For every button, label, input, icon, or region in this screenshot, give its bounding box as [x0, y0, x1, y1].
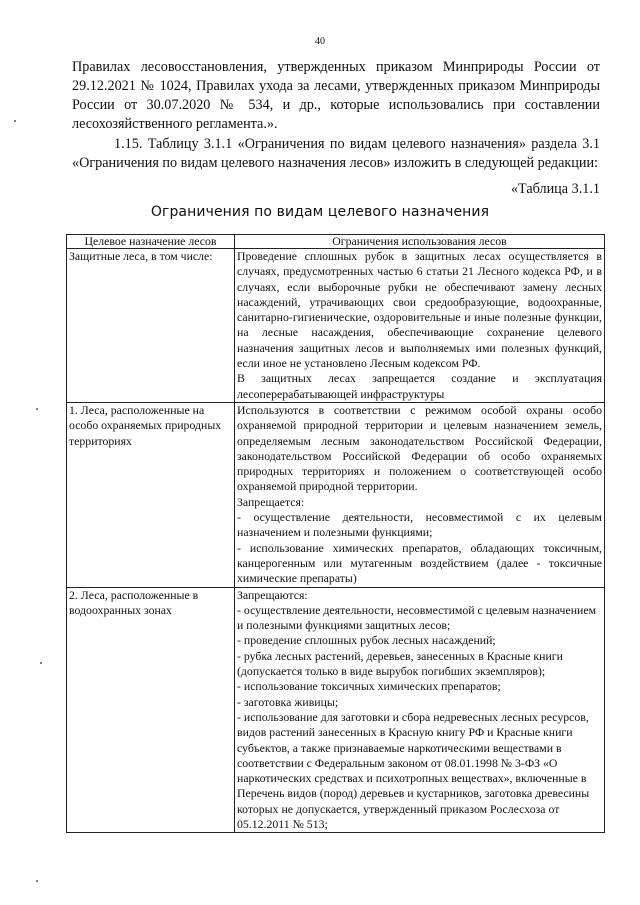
- page-number: 40: [315, 36, 325, 47]
- table-title: Ограничения по видам целевого назначения: [150, 204, 490, 220]
- table-row: [67, 249, 605, 403]
- restriction-text: Запрещаются:: [237, 587, 308, 602]
- restrictions-cell: [235, 587, 605, 833]
- scan-speck: [36, 880, 38, 882]
- restriction-text: - осуществление деятельности, несовместимой с их целевым назначением и полезными функциями;: [237, 510, 602, 540]
- restriction-text: Проведение сплошных рубок в защитных лесах осуществляется в случаях, предусмотренных частью 6 статьи 21 Лесного кодекса РФ, и в случаях, если выборочные рубки не обеспечивают замену лесных насаждений, утрачивающих свои средообразующие, водоохранные, санитарно-гигиенические, оздоровительные и иные полезные функции, на лесные насаждения, обеспечивающие сохранение целевого назначения защитных лесов и выполняемых ими полезных функций, если иное не установлено Лесным кодексом РФ.: [237, 249, 602, 371]
- column-header-restrictions: Ограничения использования лесов: [235, 235, 605, 249]
- restriction-text: - осуществление деятельности, несовместимой с целевым назначением и полезными функциями защитных лесов;: [237, 602, 597, 633]
- restriction-text: - проведение сплошных рубок лесных насаждений;: [237, 633, 496, 648]
- scan-speck: [14, 120, 16, 122]
- restriction-text: - использование химических препаратов, обладающих токсичным, канцерогенным или мутагенным воздействием (далее - токсичные химические препараты): [237, 540, 602, 586]
- table-row: [67, 587, 605, 833]
- purpose-cell: 1. Леса, расположенные на особо охраняемых природных территориях: [67, 402, 235, 587]
- restrictions-cell: [235, 249, 605, 403]
- scan-speck: [36, 408, 38, 410]
- restriction-text: - использование токсичных химических препаратов;: [237, 679, 501, 694]
- purpose-cell: 2. Леса, расположенные в водоохранных зонах: [67, 587, 235, 833]
- restriction-text: Запрещается:: [237, 494, 305, 509]
- table-reference: «Таблица 3.1.1: [510, 181, 600, 197]
- table-row: [67, 402, 605, 587]
- restriction-text: - использование для заготовки и сбора недревесных лесных ресурсов, видов растений занесенных в Красную книгу РФ и Красные книги субъектов, а также признаваемые наркотическими веществами в соответствии с Федеральным законом от 08.01.1998 № 3-ФЗ «О наркотических средствах и психотропных веществах», включенные в Перечень видов (пород) деревьев и кустарников, заготовка древесины которых не допускается, утвержденный приказом Рослесхоза от 05.12.2011 № 513;: [237, 709, 590, 831]
- restriction-text: В защитных лесах запрещается создание и эксплуатация лесоперерабатывающей инфраструктуры: [237, 371, 602, 401]
- table-header-row: [67, 235, 605, 249]
- restriction-text: Используются в соответствии с режимом особой охраны особо охраняемой природной территории и целевым назначением земель, определяемым лесным законодательством Российской Федерации, законодательством Российской Федерации об особо охраняемых природных территориях и положением о соответствующей особо охраняемой природной территории.: [237, 402, 602, 494]
- restriction-text: - заготовка живицы;: [237, 694, 339, 709]
- restrictions-cell: [235, 402, 605, 587]
- restriction-text: - рубка лесных растений, деревьев, занесенных в Красные книги (допускается только в виде вырубок погибших экземпляров);: [237, 648, 563, 679]
- scan-speck: [40, 662, 42, 664]
- amendment-paragraph: 1.15. Таблицу 3.1.1 «Ограничения по видам целевого назначения» раздела 3.1 «Ограничения по видам целевого назначения лесов» изложить в следующей редакции:: [72, 136, 600, 171]
- restrictions-table: [66, 234, 605, 833]
- column-header-purpose: Целевое назначение лесов: [67, 235, 235, 249]
- intro-paragraph: Правилах лесовосстановления, утвержденных приказом Минприроды России от 29.12.2021 № 1024, Правилах ухода за лесами, утвержденных приказом Минприроды России от 30.07.2020 № 534, и др., которые использовались при составлении лесохозяйственного регламента.».: [72, 59, 600, 132]
- purpose-cell: Защитные леса, в том числе:: [67, 249, 235, 403]
